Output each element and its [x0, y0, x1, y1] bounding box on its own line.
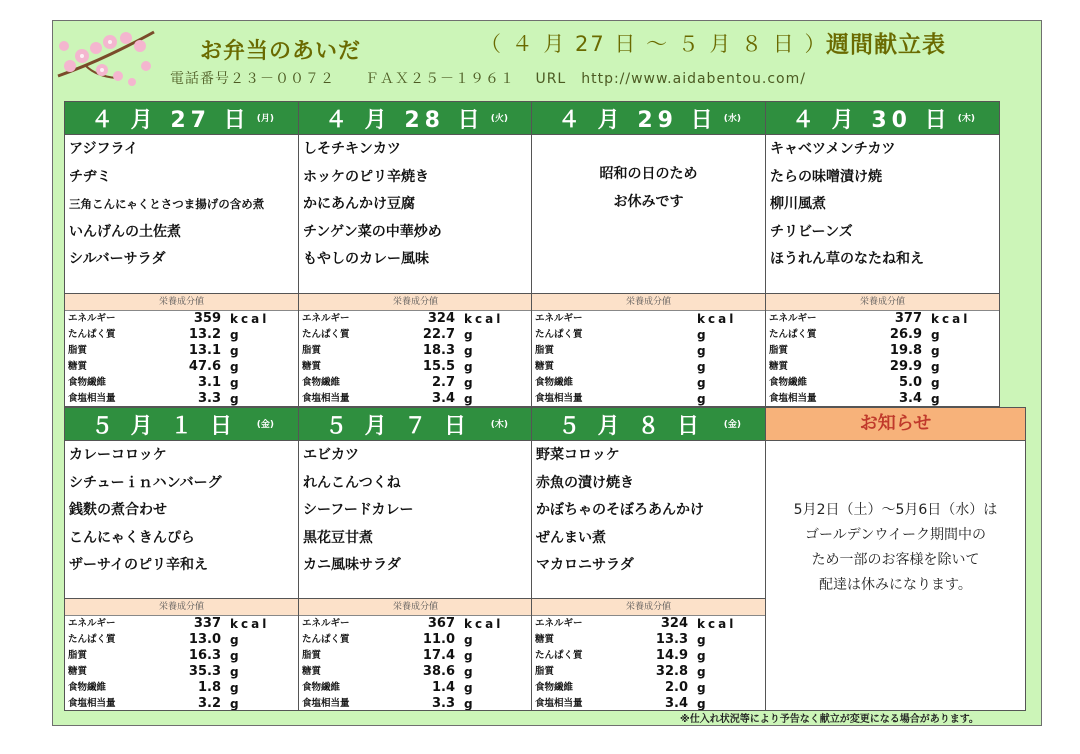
nutrition-unit: g	[697, 392, 709, 406]
nutrition-unit: g	[464, 633, 476, 647]
nutrition-unit: g	[464, 681, 476, 695]
day-cell	[531, 407, 766, 711]
menu-item: カニ風味サラダ	[303, 557, 401, 573]
cherry-blossom-icon	[56, 26, 156, 90]
nutrition-unit: g	[230, 360, 242, 374]
nutrition-row	[65, 311, 298, 327]
nutrition-unit: g	[697, 360, 709, 374]
nutrition-label: 糖質	[535, 634, 555, 645]
nutrition-row	[532, 664, 765, 680]
day-cell	[531, 101, 766, 407]
notice-line: ため一部のお客様を除いて	[811, 552, 980, 568]
nutrition-value: 13.3	[655, 632, 688, 647]
nutrition-label: 糖質	[68, 361, 88, 372]
nutrition-table	[299, 598, 532, 710]
nutrition-row	[299, 343, 532, 359]
day-of-week: (木)	[957, 114, 975, 124]
nutrition-row	[532, 327, 765, 343]
day-date: ４ 月 29 日	[558, 108, 718, 133]
nutrition-value: 15.5	[422, 359, 455, 374]
nutrition-row	[532, 343, 765, 359]
nutrition-label: エネルギー	[302, 618, 350, 629]
day-header	[299, 102, 532, 135]
nutrition-value: 377	[894, 311, 922, 326]
nutrition-unit: g	[464, 649, 476, 663]
menu-item: ぜんまい煮	[536, 529, 606, 546]
nutrition-title: 栄養成分値	[65, 293, 298, 311]
nutrition-label: 食塩相当量	[68, 698, 116, 709]
menu-period: （ ４ 月 27 日 ～ ５ 月 ８ 日 ）	[480, 32, 828, 56]
nutrition-row	[299, 375, 532, 391]
nutrition-value: 35.3	[188, 664, 221, 679]
nutrition-row	[299, 632, 532, 648]
nutrition-row	[299, 359, 532, 375]
nutrition-row	[299, 680, 532, 696]
nutrition-value: 367	[427, 616, 455, 631]
day-of-week: (水)	[723, 114, 741, 124]
nutrition-label: エネルギー	[302, 313, 350, 324]
nutrition-unit: g	[230, 633, 242, 647]
nutrition-unit: kcal	[697, 312, 737, 326]
nutrition-unit: g	[230, 681, 242, 695]
nutrition-row	[65, 664, 298, 680]
nutrition-label: たんぱく質	[535, 650, 583, 661]
nutrition-value: 3.4	[431, 391, 455, 406]
menu-item: シーフードカレー	[303, 502, 414, 518]
nutrition-label: エネルギー	[68, 313, 116, 324]
menu-item: ホッケのピリ辛焼き	[303, 168, 429, 185]
nutrition-unit: kcal	[230, 312, 270, 326]
nutrition-value: 5.0	[898, 375, 922, 390]
nutrition-value: 13.2	[188, 327, 221, 342]
nutrition-row	[532, 696, 765, 711]
nutrition-value: 47.6	[188, 359, 221, 374]
day-of-week: (木)	[490, 420, 508, 430]
menu-item: 三角こんにゃくとさつま揚げの含め煮	[69, 197, 265, 211]
nutrition-row	[65, 359, 298, 375]
nutrition-row	[766, 375, 999, 391]
menu-item: もやしのカレー風味	[303, 251, 429, 267]
nutrition-row	[299, 648, 532, 664]
nutrition-title: 栄養成分値	[65, 598, 298, 616]
shop-name: お弁当のあいだ	[200, 39, 362, 64]
day-header	[65, 408, 298, 441]
menu-item: 銭麩の煮合わせ	[69, 502, 167, 518]
nutrition-value: 2.0	[664, 680, 688, 695]
nutrition-row	[65, 327, 298, 343]
menu-item: チヂミ	[69, 168, 111, 185]
nutrition-value: 2.7	[431, 375, 455, 390]
contact-info: 電話番号２３－００７２ ＦＡＸ２５－１９６１ URL http://www.aidabentou.com/	[170, 71, 806, 87]
nutrition-unit: g	[931, 376, 943, 390]
nutrition-label: 糖質	[68, 666, 88, 677]
nutrition-label: 脂質	[535, 666, 555, 677]
nutrition-table	[532, 598, 765, 710]
nutrition-unit: g	[697, 681, 709, 695]
menu-item: チリビーンズ	[770, 223, 853, 240]
nutrition-unit: g	[697, 665, 709, 679]
nutrition-unit: g	[464, 328, 476, 342]
menu-item: たらの味噌漬け焼	[770, 168, 882, 185]
nutrition-row	[65, 391, 298, 407]
nutrition-row	[299, 696, 532, 711]
menu-item: エビカツ	[303, 447, 359, 463]
nutrition-unit: g	[230, 649, 242, 663]
nutrition-label: 食塩相当量	[535, 393, 583, 404]
nutrition-row	[299, 391, 532, 407]
menu-item: こんにゃくきんぴら	[69, 529, 195, 546]
nutrition-unit: kcal	[697, 617, 737, 631]
day-header	[65, 102, 298, 135]
nutrition-row	[65, 696, 298, 711]
menu-list	[69, 136, 294, 274]
menu-list	[770, 136, 995, 274]
nutrition-unit: g	[931, 344, 943, 358]
nutrition-unit: g	[931, 392, 943, 406]
nutrition-value: 29.9	[889, 359, 922, 374]
day-cell	[64, 407, 299, 711]
nutrition-unit: g	[464, 344, 476, 358]
nutrition-row	[766, 311, 999, 327]
menu-item: いんげんの土佐煮	[69, 223, 181, 240]
day-cell	[298, 407, 533, 711]
nutrition-unit: g	[464, 360, 476, 374]
nutrition-unit: g	[931, 360, 943, 374]
nutrition-unit: g	[230, 376, 242, 390]
nutrition-unit: g	[697, 376, 709, 390]
nutrition-value: 3.4	[898, 391, 922, 406]
menu-item: 柳川風煮	[770, 196, 826, 212]
nutrition-table	[532, 293, 765, 405]
nutrition-row	[532, 391, 765, 407]
menu-grid	[64, 101, 1026, 711]
notice-title: お知らせ	[766, 408, 1025, 441]
nutrition-label: たんぱく質	[68, 634, 116, 645]
nutrition-label: 脂質	[302, 650, 322, 661]
nutrition-value: 19.8	[889, 343, 922, 358]
footnote: ※仕入れ状況等により予告なく献立が変更になる場合があります。	[680, 714, 979, 725]
nutrition-unit: g	[464, 376, 476, 390]
nutrition-table	[65, 598, 298, 710]
nutrition-value: 32.8	[655, 664, 688, 679]
nutrition-table	[766, 293, 999, 405]
nutrition-row	[65, 680, 298, 696]
notice-box	[765, 407, 1026, 711]
menu-item: シチューｉｎハンバーグ	[69, 474, 222, 491]
nutrition-value: 13.0	[188, 632, 221, 647]
nutrition-unit: g	[230, 328, 242, 342]
nutrition-value: 11.0	[422, 632, 455, 647]
day-date: ４ 月 27 日	[91, 108, 251, 133]
menu-list	[303, 442, 528, 580]
nutrition-label: たんぱく質	[68, 329, 116, 340]
notice-line: 配達は休みになります。	[819, 577, 972, 593]
nutrition-label: 脂質	[68, 345, 88, 356]
nutrition-row	[532, 311, 765, 327]
day-cell	[64, 101, 299, 407]
nutrition-label: 食物繊維	[302, 682, 341, 693]
nutrition-label: 糖質	[302, 666, 322, 677]
nutrition-row	[766, 359, 999, 375]
closed-line: お休みです	[613, 194, 684, 210]
nutrition-label: 食塩相当量	[535, 698, 583, 709]
nutrition-row	[65, 375, 298, 391]
nutrition-label: たんぱく質	[769, 329, 817, 340]
nutrition-label: 脂質	[535, 345, 555, 356]
nutrition-label: 糖質	[535, 361, 555, 372]
nutrition-row	[65, 616, 298, 632]
nutrition-unit: g	[230, 697, 242, 711]
nutrition-row	[299, 664, 532, 680]
nutrition-label: 食塩相当量	[302, 698, 350, 709]
nutrition-row	[532, 632, 765, 648]
nutrition-value: 324	[660, 616, 688, 631]
nutrition-row	[532, 375, 765, 391]
menu-item: かぼちゃのそぼろあんかけ	[536, 502, 704, 518]
nutrition-value: 18.3	[422, 343, 455, 358]
menu-list	[69, 442, 294, 580]
nutrition-title: 栄養成分値	[532, 598, 765, 616]
nutrition-unit: g	[464, 665, 476, 679]
nutrition-row	[532, 359, 765, 375]
nutrition-row	[532, 680, 765, 696]
nutrition-unit: g	[230, 665, 242, 679]
nutrition-label: 脂質	[68, 650, 88, 661]
day-date: ５ 月 ８ 日	[558, 414, 704, 439]
nutrition-row	[766, 327, 999, 343]
day-of-week: (金)	[723, 420, 741, 430]
nutrition-value: 14.9	[655, 648, 688, 663]
nutrition-unit: g	[230, 344, 242, 358]
menu-item: かにあんかけ豆腐	[303, 196, 415, 212]
nutrition-title: 栄養成分値	[766, 293, 999, 311]
day-cell	[298, 101, 533, 407]
nutrition-row	[532, 648, 765, 664]
nutrition-label: 食物繊維	[68, 377, 107, 388]
nutrition-unit: g	[697, 697, 709, 711]
nutrition-row	[65, 343, 298, 359]
nutrition-value: 3.2	[197, 696, 221, 711]
nutrition-unit: kcal	[464, 617, 504, 631]
nutrition-unit: kcal	[931, 312, 971, 326]
menu-item: 赤魚の漬け焼き	[536, 474, 634, 491]
nutrition-label: たんぱく質	[535, 329, 583, 340]
menu-item: アジフライ	[69, 141, 139, 157]
nutrition-title: 栄養成分値	[299, 293, 532, 311]
nutrition-title: 栄養成分値	[532, 293, 765, 311]
nutrition-label: 食物繊維	[302, 377, 341, 388]
nutrition-row	[299, 616, 532, 632]
nutrition-row	[299, 311, 532, 327]
nutrition-label: 糖質	[302, 361, 322, 372]
menu-item: キャベツメンチカツ	[770, 141, 896, 157]
nutrition-label: 食物繊維	[769, 377, 808, 388]
nutrition-row	[766, 343, 999, 359]
nutrition-label: 食物繊維	[68, 682, 107, 693]
notice-line: 5月2日（土）～5月6日（水）は	[793, 502, 998, 518]
menu-item: カレーコロッケ	[69, 447, 167, 463]
day-of-week: (金)	[256, 420, 274, 430]
nutrition-value: 3.3	[431, 696, 455, 711]
nutrition-unit: kcal	[230, 617, 270, 631]
nutrition-label: たんぱく質	[302, 329, 350, 340]
notice-text	[766, 498, 1025, 598]
menu-item: しそチキンカツ	[303, 141, 401, 157]
nutrition-table	[65, 293, 298, 405]
nutrition-row	[766, 391, 999, 407]
menu-list	[536, 442, 761, 580]
nutrition-value: 3.3	[197, 391, 221, 406]
nutrition-value: 17.4	[422, 648, 455, 663]
page-title: 週間献立表	[826, 32, 946, 58]
nutrition-value: 26.9	[889, 327, 922, 342]
nutrition-title: 栄養成分値	[299, 598, 532, 616]
notice-line: ゴールデンウイーク期間中の	[804, 527, 987, 543]
nutrition-label: 食物繊維	[535, 682, 574, 693]
nutrition-value: 1.4	[431, 680, 455, 695]
day-cell	[765, 101, 1000, 407]
day-header	[532, 102, 765, 135]
day-date: ４ 月 30 日	[792, 108, 952, 133]
nutrition-unit: g	[697, 328, 709, 342]
nutrition-value: 38.6	[422, 664, 455, 679]
nutrition-label: エネルギー	[535, 618, 583, 629]
nutrition-table	[299, 293, 532, 405]
menu-item: ザーサイのピリ辛和え	[69, 557, 209, 573]
nutrition-value: 1.8	[197, 680, 221, 695]
nutrition-label: たんぱく質	[302, 634, 350, 645]
nutrition-label: 脂質	[302, 345, 322, 356]
nutrition-unit: kcal	[464, 312, 504, 326]
day-header	[299, 408, 532, 441]
nutrition-value: 13.1	[188, 343, 221, 358]
day-header	[766, 102, 999, 135]
menu-item: マカロニサラダ	[536, 557, 634, 573]
menu-item: シルバーサラダ	[69, 251, 166, 267]
nutrition-value: 22.7	[422, 327, 455, 342]
nutrition-label: エネルギー	[769, 313, 817, 324]
nutrition-label: エネルギー	[68, 618, 116, 629]
day-of-week: (月)	[256, 114, 274, 124]
nutrition-row	[65, 648, 298, 664]
nutrition-row	[532, 616, 765, 632]
day-of-week: (火)	[490, 114, 508, 124]
nutrition-value: 324	[427, 311, 455, 326]
nutrition-value: 3.4	[664, 696, 688, 711]
day-header	[532, 408, 765, 441]
nutrition-value: 16.3	[188, 648, 221, 663]
closed-line: 昭和の日のため	[599, 166, 698, 182]
day-date: ５ 月 ７ 日	[325, 414, 471, 439]
closed-message	[532, 160, 765, 216]
nutrition-unit: g	[697, 649, 709, 663]
menu-item: れんこんつくね	[303, 474, 401, 491]
nutrition-unit: g	[697, 344, 709, 358]
nutrition-label: 食塩相当量	[769, 393, 817, 404]
nutrition-label: 糖質	[769, 361, 789, 372]
nutrition-value: 3.1	[197, 375, 221, 390]
menu-item: 野菜コロッケ	[536, 447, 620, 463]
day-date: ４ 月 28 日	[325, 108, 485, 133]
nutrition-value: 337	[193, 616, 221, 631]
nutrition-label: 食物繊維	[535, 377, 574, 388]
nutrition-unit: g	[931, 328, 943, 342]
menu-item: ほうれん草のなたね和え	[770, 251, 924, 267]
nutrition-value: 359	[193, 311, 221, 326]
nutrition-unit: g	[464, 697, 476, 711]
nutrition-label: 脂質	[769, 345, 789, 356]
nutrition-row	[299, 327, 532, 343]
nutrition-label: 食塩相当量	[302, 393, 350, 404]
nutrition-label: エネルギー	[535, 313, 583, 324]
nutrition-unit: g	[230, 392, 242, 406]
day-date: ５ 月 １ 日	[91, 414, 237, 439]
menu-item: 黒花豆甘煮	[303, 529, 373, 546]
nutrition-unit: g	[464, 392, 476, 406]
nutrition-row	[65, 632, 298, 648]
menu-list	[303, 136, 528, 274]
nutrition-label: 食塩相当量	[68, 393, 116, 404]
nutrition-unit: g	[697, 633, 709, 647]
menu-item: チンゲン菜の中華炒め	[303, 223, 442, 240]
